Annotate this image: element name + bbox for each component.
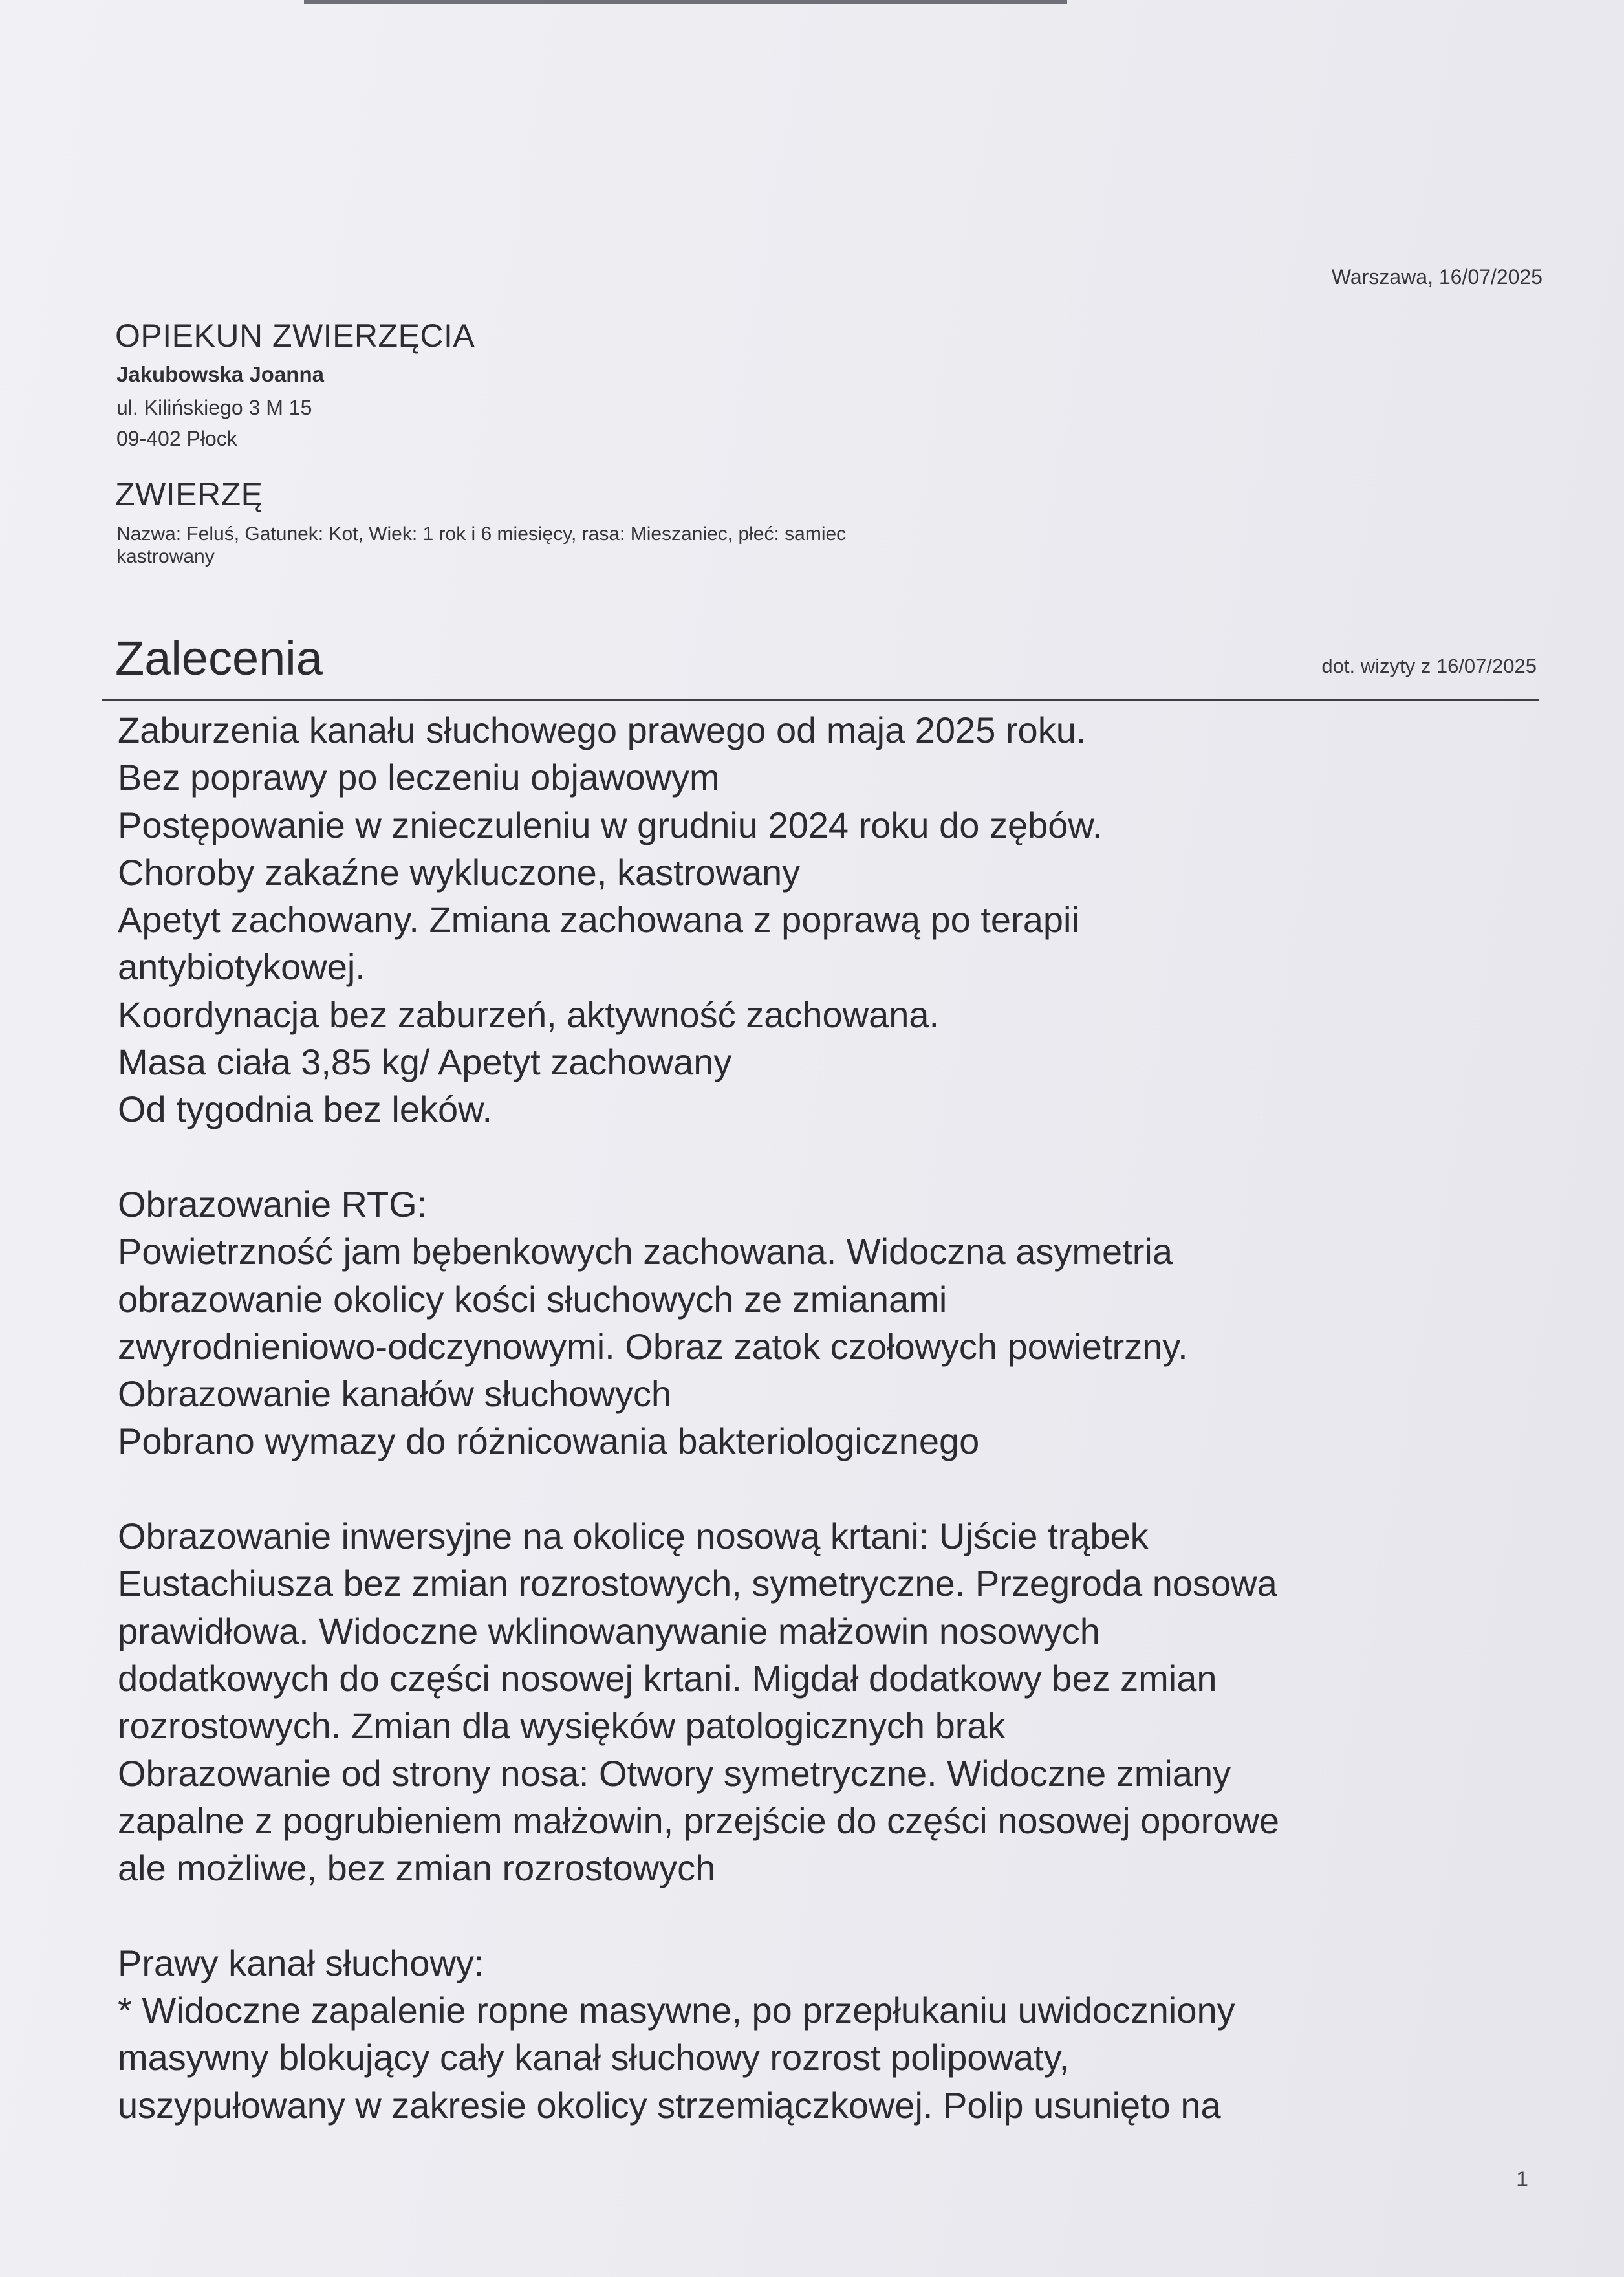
body-line: dodatkowych do części nosowej krtani. Migdał dodatkowy bez zmian: [118, 1657, 1217, 1699]
body-line: masywny blokujący cały kanał słuchowy rozrost polipowaty,: [118, 2037, 1070, 2078]
body-line: rozrostowych. Zmian dla wysięków patologicznych brak: [118, 1705, 1006, 1747]
city-date: Warszawa, 16/07/2025: [1331, 265, 1543, 289]
owner-street: ul. Kilińskiego 3 M 15: [116, 396, 312, 419]
animal-description-line: kastrowany: [116, 546, 215, 567]
body-line: Obrazowanie RTG:: [118, 1183, 428, 1225]
body-line: Bez poprawy po leczeniu objawowym: [118, 757, 720, 798]
body-line: Obrazowanie inwersyjne na okolicę nosową krtani: Ujście trąbek: [118, 1516, 1149, 1557]
owner-postal-city: 09-402 Płock: [116, 427, 237, 450]
body-line: Zaburzenia kanału słuchowego prawego od maja 2025 roku.: [118, 710, 1087, 750]
body-line: uszypułowany w zakresie okolicy strzemiączkowej. Polip usunięto na: [118, 2084, 1221, 2126]
body-line: Apetyt zachowany. Zmiana zachowana z poprawą po terapii: [118, 899, 1079, 941]
body-line: Obrazowanie kanałów słuchowych: [118, 1373, 671, 1415]
body-line: obrazowanie okolicy kości słuchowych ze zmianami: [118, 1278, 947, 1320]
blank-line: [118, 1891, 1560, 1939]
visit-note: dot. wizyty z 16/07/2025: [1321, 655, 1537, 677]
body-line: Od tygodnia bez leków.: [118, 1089, 493, 1130]
blank-line: [118, 1133, 1560, 1181]
body-line: Choroby zakaźne wykluczone, kastrowany: [118, 851, 801, 893]
owner-heading: OPIEKUN ZWIERZĘCIA: [115, 318, 475, 354]
body-line: ale możliwe, bez zmian rozrostowych: [118, 1847, 716, 1889]
body-line: Prawy kanał słuchowy:: [118, 1942, 484, 1983]
body-line: Powietrzność jam bębenkowych zachowana. Widoczna asymetria: [118, 1231, 1173, 1272]
animal-heading: ZWIERZĘ: [115, 476, 263, 512]
animal-description: [116, 523, 996, 568]
page-number: 1: [1516, 2167, 1528, 2192]
blank-line: [118, 1465, 1560, 1512]
body-line: zwyrodnieniowo-odczynowymi. Obraz zatok czołowych powietrzny.: [118, 1325, 1188, 1367]
body-line: Eustachiusza bez zmian rozrostowych, symetryczne. Przegroda nosowa: [118, 1563, 1277, 1604]
top-edge-shadow: [304, 0, 1067, 4]
owner-name: Jakubowska Joanna: [116, 362, 324, 386]
body-line: zapalne z pogrubieniem małżowin, przejście do części nosowej oporowe: [118, 1800, 1280, 1841]
body-line: Postępowanie w znieczuleniu w grudniu 2024 roku do zębów.: [118, 804, 1103, 845]
recommendations-body: [118, 706, 1560, 2129]
title-divider: [102, 699, 1539, 701]
body-line: Obrazowanie od strony nosa: Otwory symetryczne. Widoczne zmiany: [118, 1752, 1231, 1794]
body-line: * Widoczne zapalenie ropne masywne, po przepłukaniu uwidoczniony: [118, 1990, 1235, 2031]
body-line: antybiotykowej.: [118, 946, 365, 988]
body-line: Pobrano wymazy do różnicowania bakteriologicznego: [118, 1421, 980, 1462]
body-line: prawidłowa. Widoczne wklinowanywanie małżowin nosowych: [118, 1610, 1100, 1651]
body-line: Koordynacja bez zaburzeń, aktywność zachowana.: [118, 994, 940, 1035]
animal-description-line: Nazwa: Feluś, Gatunek: Kot, Wiek: 1 rok i 6 miesięcy, rasa: Mieszaniec, płeć: samiec: [116, 523, 847, 545]
document-title: Zalecenia: [115, 631, 323, 685]
body-line: Masa ciała 3,85 kg/ Apetyt zachowany: [118, 1041, 732, 1083]
